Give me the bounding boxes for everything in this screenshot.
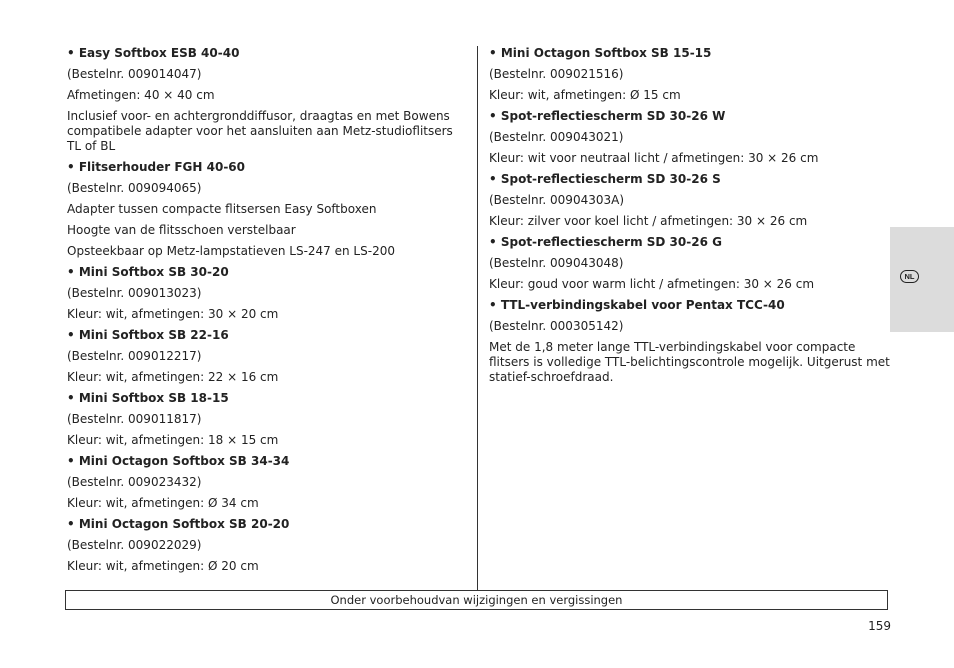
item-text: Met de 1,8 meter lange TTL-verbindingskabel voor compacte flitsers is volledige TTL-belichtingscontrole mogelijk. Uitgerust met statief-schroefdraad.: [489, 340, 890, 384]
item-text: (Bestelnr. 00904303A): [489, 193, 625, 207]
item-text: (Bestelnr. 009011817): [67, 412, 202, 426]
item-heading: • Mini Octagon Softbox SB 34-34: [67, 454, 290, 468]
item-text: Kleur: wit, afmetingen: 18 × 15 cm: [67, 433, 279, 447]
item-text: Kleur: wit, afmetingen: Ø 20 cm: [67, 559, 259, 573]
item-heading: • Spot-reflectiescherm SD 30-26 G: [489, 235, 722, 249]
item-text: Kleur: wit, afmetingen: Ø 34 cm: [67, 496, 259, 510]
item-heading: • TTL-verbindingskabel voor Pentax TCC-40: [489, 298, 785, 312]
item-heading: • Mini Softbox SB 22-16: [67, 328, 229, 342]
disclaimer-text: Onder voorbehoudvan wijzigingen en vergissingen: [330, 593, 623, 607]
item-text: Adapter tussen compacte flitsersen Easy Softboxen: [67, 202, 377, 216]
item-text: Opsteekbaar op Metz-lampstatieven LS-247 en LS-200: [67, 244, 395, 258]
item-heading: • Mini Octagon Softbox SB 15-15: [489, 46, 712, 60]
item-text: (Bestelnr. 009012217): [67, 349, 202, 363]
language-tab: [890, 227, 954, 332]
left-column: [67, 46, 467, 580]
page-number: 159: [868, 619, 891, 633]
item-heading: • Spot-reflectiescherm SD 30-26 W: [489, 109, 726, 123]
item-text: (Bestelnr. 009023432): [67, 475, 202, 489]
item-text: (Bestelnr. 009043021): [489, 130, 624, 144]
item-text: Kleur: zilver voor koel licht / afmetingen: 30 × 26 cm: [489, 214, 808, 228]
item-heading: • Mini Softbox SB 18-15: [67, 391, 229, 405]
item-text: Inclusief voor- en achtergronddiffusor, draagtas en met Bowens compatibele adapter voor het aansluiten aan Metz-studioflitsers TL of BL: [67, 109, 453, 153]
item-text: Hoogte van de flitsschoen verstelbaar: [67, 223, 296, 237]
item-text: (Bestelnr. 009013023): [67, 286, 202, 300]
right-column: [489, 46, 891, 391]
item-text: Kleur: wit, afmetingen: Ø 15 cm: [489, 88, 681, 102]
item-text: Kleur: wit, afmetingen: 30 × 20 cm: [67, 307, 279, 321]
item-text: (Bestelnr. 000305142): [489, 319, 624, 333]
item-text: (Bestelnr. 009094065): [67, 181, 202, 195]
item-heading: • Easy Softbox ESB 40-40: [67, 46, 240, 60]
disclaimer-box: [65, 590, 888, 610]
item-text: (Bestelnr. 009022029): [67, 538, 202, 552]
column-divider: [477, 46, 478, 590]
item-heading: • Mini Softbox SB 30-20: [67, 265, 229, 279]
item-text: Kleur: wit voor neutraal licht / afmetingen: 30 × 26 cm: [489, 151, 819, 165]
item-text: (Bestelnr. 009014047): [67, 67, 202, 81]
item-text: Afmetingen: 40 × 40 cm: [67, 88, 215, 102]
item-text: Kleur: goud voor warm licht / afmetingen: 30 × 26 cm: [489, 277, 815, 291]
item-text: (Bestelnr. 009043048): [489, 256, 624, 270]
item-heading: • Mini Octagon Softbox SB 20-20: [67, 517, 290, 531]
language-badge: NL: [900, 270, 919, 283]
item-text: Kleur: wit, afmetingen: 22 × 16 cm: [67, 370, 279, 384]
item-text: (Bestelnr. 009021516): [489, 67, 624, 81]
item-heading: • Flitserhouder FGH 40-60: [67, 160, 246, 174]
item-heading: • Spot-reflectiescherm SD 30-26 S: [489, 172, 721, 186]
